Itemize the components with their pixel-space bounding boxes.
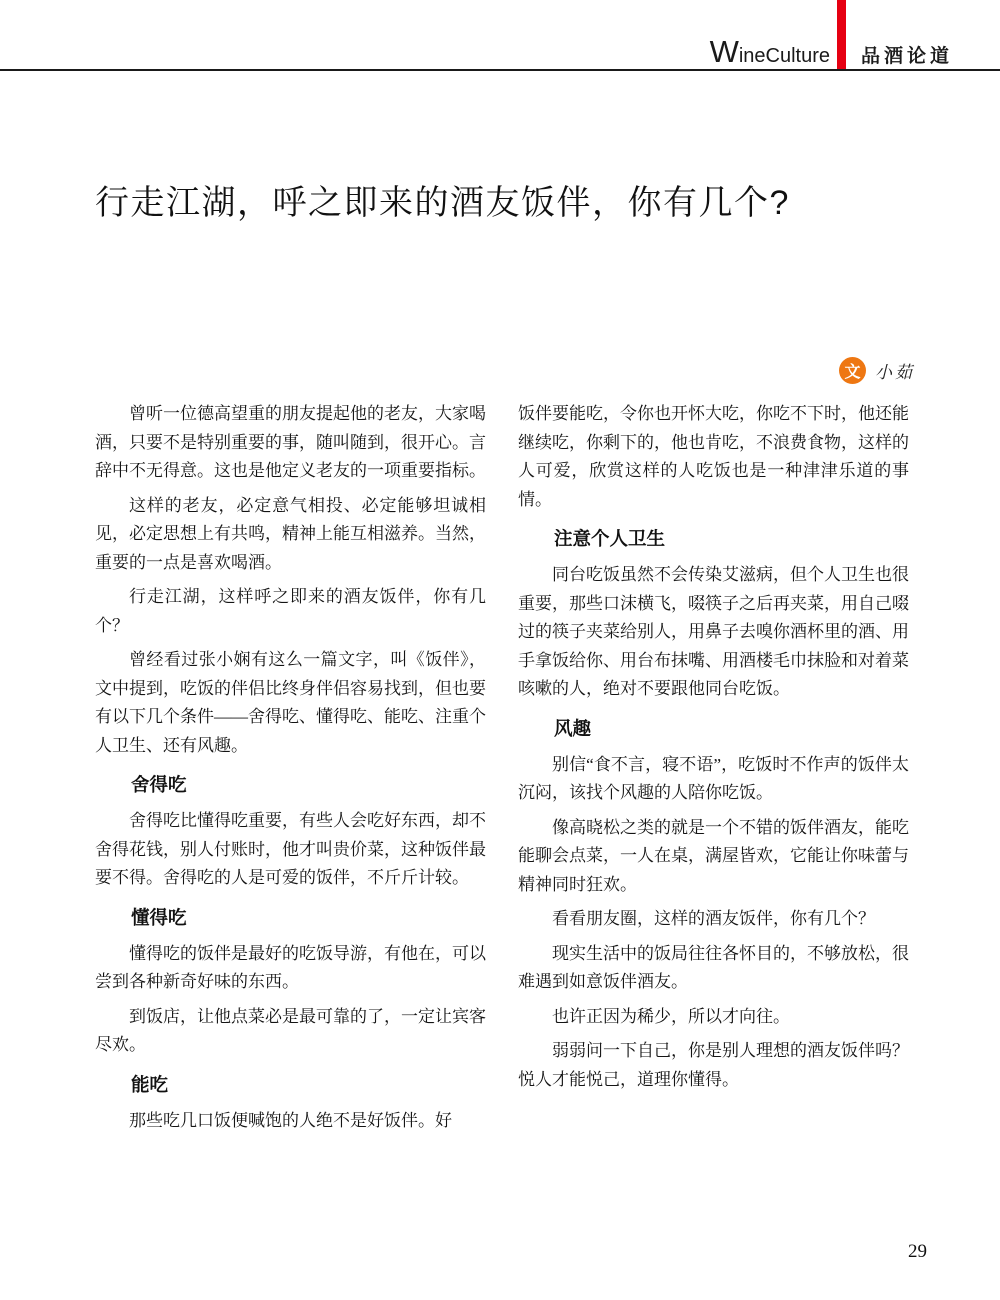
section-heading: 能吃 [131, 1073, 169, 1095]
paragraph: 别信“食不言，寝不语”，吃饭时不作声的饭伴太沉闷，该找个风趣的人陪你吃饭。 [518, 754, 909, 802]
paragraph: 舍得吃比懂得吃重要，有些人会吃好东西，却不舍得花钱，别人付账时，他才叫贵价菜，这种饭伴最要不得。舍得吃的人是可爱的饭伴，不斤斤计较。 [95, 811, 486, 887]
left-column [95, 400, 486, 1141]
paragraph: 也许正因为稀少，所以才向往。 [552, 1006, 790, 1026]
section-heading: 风趣 [554, 717, 592, 739]
page-number: 29 [908, 1241, 927, 1262]
brand-initial: W [709, 34, 739, 69]
paragraph: 像高晓松之类的就是一个不错的饭伴酒友，能吃能聊会点菜，一人在桌，满屋皆欢，它能让你味蕾与精神同时狂欢。 [518, 817, 909, 894]
section-heading: 懂得吃 [131, 906, 187, 928]
paragraph: 看看朋友圈，这样的酒友饭伴，你有几个？ [552, 909, 875, 928]
article-title: 行走江湖，呼之即来的酒友饭伴，你有几个? [95, 184, 790, 222]
section-heading: 注意个人卫生 [554, 528, 666, 549]
article-body [95, 400, 909, 1141]
paragraph: 同台吃饭虽然不会传染艾滋病，但个人卫生也很重要，那些口沫横飞，啜筷子之后再夹菜，用自己啜过的筷子夹菜给别人，用鼻子去嗅你酒杯里的酒、用手拿饭给你、用台布抹嘴、用酒楼毛巾抹脸和对着菜咳嗽的人，绝对不要跟他同台吃饭。 [518, 565, 909, 698]
paragraph: 现实生活中的饭局往往各怀目的，不够放松，很难遇到如意饭伴酒友。 [518, 943, 909, 991]
paragraph: 那些吃几口饭便喊饱的人绝不是好饭伴。好 [129, 1110, 452, 1130]
paragraph: 弱弱问一下自己，你是别人理想的酒友饭伴吗？悦人才能悦己，道理你懂得。 [518, 1041, 909, 1089]
section-label: 品酒论道 [861, 46, 954, 67]
paragraph: 曾听一位德高望重的朋友提起他的老友，大家喝酒，只要不是特别重要的事，随叫随到，很开心。言辞中不无得意。这也是他定义老友的一项重要指标。 [95, 404, 486, 480]
section-heading: 舍得吃 [131, 774, 187, 795]
author-name: 小茹 [875, 363, 915, 382]
byline [839, 357, 915, 384]
header-rule-line [0, 69, 1000, 71]
paragraph: 曾经看过张小娴有这么一篇文字，叫《饭伴》，文中提到，吃饭的伴侣比终身伴侣容易找到，但也要有以下几个条件——舍得吃、懂得吃、能吃、注重个人卫生、还有风趣。 [95, 650, 486, 755]
magazine-brand [0, 36, 830, 68]
brand-rest: ineCulture [738, 45, 830, 67]
paragraph: 这样的老友，必定意气相投、必定能够坦诚相见，必定思想上有共鸣，精神上能互相滋养。当然，重要的一点是喜欢喝酒。 [95, 495, 486, 572]
header-red-divider [837, 0, 846, 71]
paragraph: 到饭店，让他点菜必是最可靠的了，一定让宾客尽欢。 [95, 1006, 486, 1054]
right-column [518, 400, 909, 1141]
paragraph: 懂得吃的饭伴是最好的吃饭导游，有他在，可以尝到各种新奇好味的东西。 [95, 943, 486, 991]
paragraph: 饭伴要能吃，令你也开怀大吃，你吃不下时，他还能继续吃，你剩下的，他也肯吃，不浪费食物，这样的人可爱，欣赏这样的人吃饭也是一种津津乐道的事情。 [518, 404, 909, 509]
paragraph: 行走江湖，这样呼之即来的酒友饭伴，你有几个？ [95, 587, 486, 635]
author-badge-icon: 文 [839, 357, 866, 384]
